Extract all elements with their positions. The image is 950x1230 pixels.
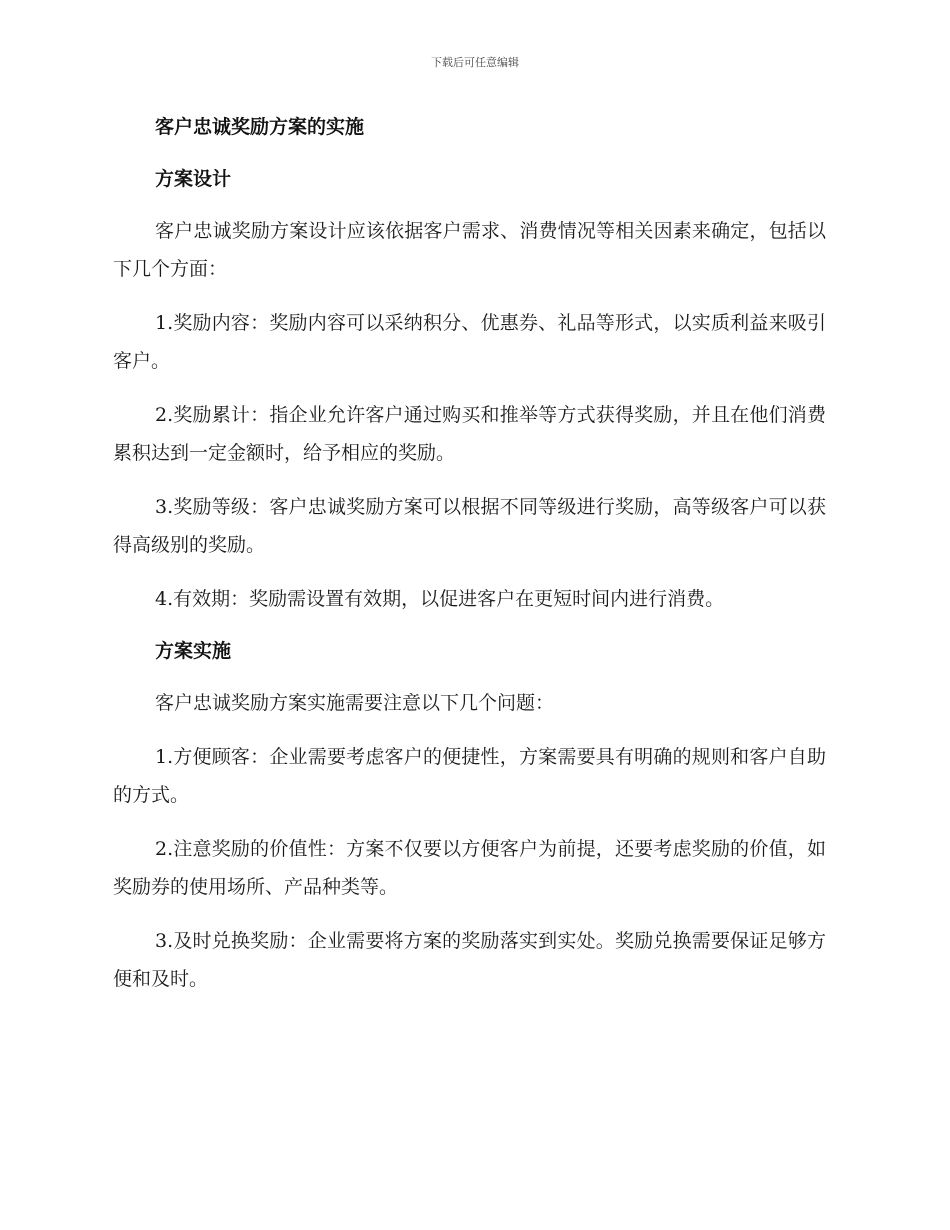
section-intro-implementation: 客户忠诚奖励方案实施需要注意以下几个问题：: [155, 692, 555, 714]
document-title: 客户忠诚奖励方案的实施: [155, 116, 365, 138]
list-item: 2.奖励累计：指企业允许客户通过购买和推举等方式获得奖励，并且在他们消费累积达到一定金额时，给予相应的奖励。: [113, 404, 826, 464]
list-item: 2.注意奖励的价值性：方案不仅要以方便客户为前提，还要考虑奖励的价值，如奖励券的使用场所、产品种类等。: [113, 838, 826, 898]
list-item: 1.奖励内容：奖励内容可以采纳积分、优惠券、礼品等形式，以实质利益来吸引客户。: [113, 312, 826, 372]
list-item: 3.及时兑换奖励：企业需要将方案的奖励落实到实处。奖励兑换需要保证足够方便和及时。: [113, 930, 826, 990]
header-note: 下载后可任意编辑: [431, 56, 519, 69]
list-item: 4.有效期：奖励需设置有效期，以促进客户在更短时间内进行消费。: [155, 588, 725, 610]
list-item: 3.奖励等级：客户忠诚奖励方案可以根据不同等级进行奖励，高等级客户可以获得高级别的奖励。: [113, 496, 826, 556]
document-body: [113, 108, 826, 998]
section-heading-design: 方案设计: [155, 168, 232, 190]
section-intro-design: 客户忠诚奖励方案设计应该依据客户需求、消费情况等相关因素来确定，包括以下几个方面：: [113, 220, 826, 280]
list-item: 1.方便顾客：企业需要考虑客户的便捷性，方案需要具有明确的规则和客户自助的方式。: [113, 746, 826, 806]
section-heading-implementation: 方案实施: [155, 640, 232, 662]
